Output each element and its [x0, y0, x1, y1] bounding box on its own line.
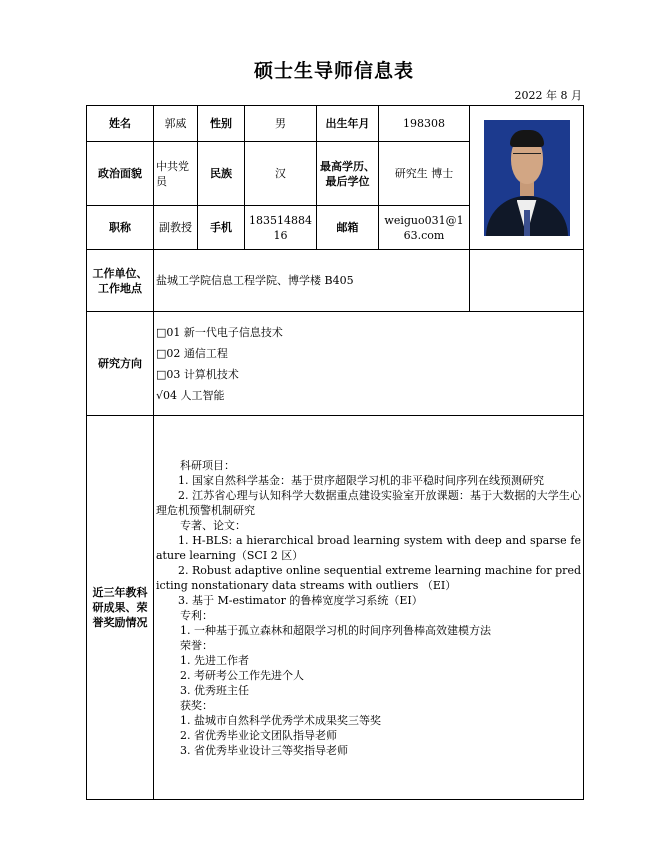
patents-heading: 专利：	[180, 608, 213, 622]
name-value: 郭威	[154, 106, 198, 142]
achievements-label: 近三年教科研成果、荣誉奖励情况	[87, 416, 154, 800]
research-directions	[154, 312, 584, 416]
projects-heading: 科研项目：	[180, 458, 235, 472]
education-value: 研究生 博士	[379, 142, 470, 206]
honor-item: 2. 考研考公工作先进个人	[180, 668, 304, 682]
honors-heading: 荣誉：	[180, 638, 213, 652]
education-label: 最高学历、最后学位	[317, 142, 379, 206]
title-value: 副教授	[154, 206, 198, 250]
awards-heading: 获奖：	[180, 698, 213, 712]
award-item: 2. 省优秀毕业论文团队指导老师	[180, 728, 337, 742]
paper-item: 2. Robust adaptive online sequential extreme learning machine for predicting nonstationary data streams with outliers （EI）	[156, 563, 581, 592]
paper-item: 1. H-BLS: a hierarchical broad learning system with deep and sparse feature learning（SCI 2 区）	[156, 533, 581, 562]
phone-value: 18351488416	[245, 206, 317, 250]
research-item: □02 通信工程	[156, 346, 228, 360]
supervisor-info-table	[86, 105, 584, 800]
research-item: √04 人工智能	[156, 388, 225, 402]
ethnicity-value: 汉	[245, 142, 317, 206]
supervisor-photo	[484, 120, 570, 236]
title-label: 职称	[87, 206, 154, 250]
paper-item: 3. 基于 M-estimator 的鲁棒宽度学习系统（EI）	[178, 593, 423, 607]
project-item: 2. 江苏省心理与认知科学大数据重点建设实验室开放课题：基于大数据的大学生心理危机预警机制研究	[156, 488, 581, 517]
politics-label: 政治面貌	[87, 142, 154, 206]
birth-label: 出生年月	[317, 106, 379, 142]
research-item: □03 计算机技术	[156, 367, 239, 381]
email-label: 邮箱	[317, 206, 379, 250]
research-label: 研究方向	[87, 312, 154, 416]
research-item: □01 新一代电子信息技术	[156, 325, 283, 339]
honor-item: 1. 先进工作者	[180, 653, 249, 667]
project-item: 1. 国家自然科学基金：基于贯序超限学习机的非平稳时间序列在线预测研究	[178, 473, 544, 487]
achievements-content	[154, 416, 584, 800]
page-title: 硕士生导师信息表	[253, 60, 414, 82]
patent-item: 1. 一种基于孤立森林和超限学习机的时间序列鲁棒高效建模方法	[180, 623, 491, 637]
email-value: weiguo031@163.com	[379, 206, 470, 250]
ethnicity-label: 民族	[198, 142, 245, 206]
workplace-blank	[470, 250, 584, 312]
politics-value: 中共党员	[154, 142, 198, 206]
papers-heading: 专著、论文：	[180, 518, 246, 532]
honor-item: 3. 优秀班主任	[180, 683, 249, 697]
photo-cell	[470, 106, 584, 250]
birth-value: 198308	[379, 106, 470, 142]
award-item: 3. 省优秀毕业设计三等奖指导老师	[180, 743, 348, 757]
workplace-label: 工作单位、工作地点	[87, 250, 154, 312]
workplace-value: 盐城工学院信息工程学院、博学楼 B405	[154, 250, 470, 312]
form-date: 2022 年 8 月	[514, 89, 582, 102]
gender-label: 性别	[198, 106, 245, 142]
name-label: 姓名	[87, 106, 154, 142]
phone-label: 手机	[198, 206, 245, 250]
award-item: 1. 盐城市自然科学优秀学术成果奖三等奖	[180, 713, 381, 727]
gender-value: 男	[245, 106, 317, 142]
